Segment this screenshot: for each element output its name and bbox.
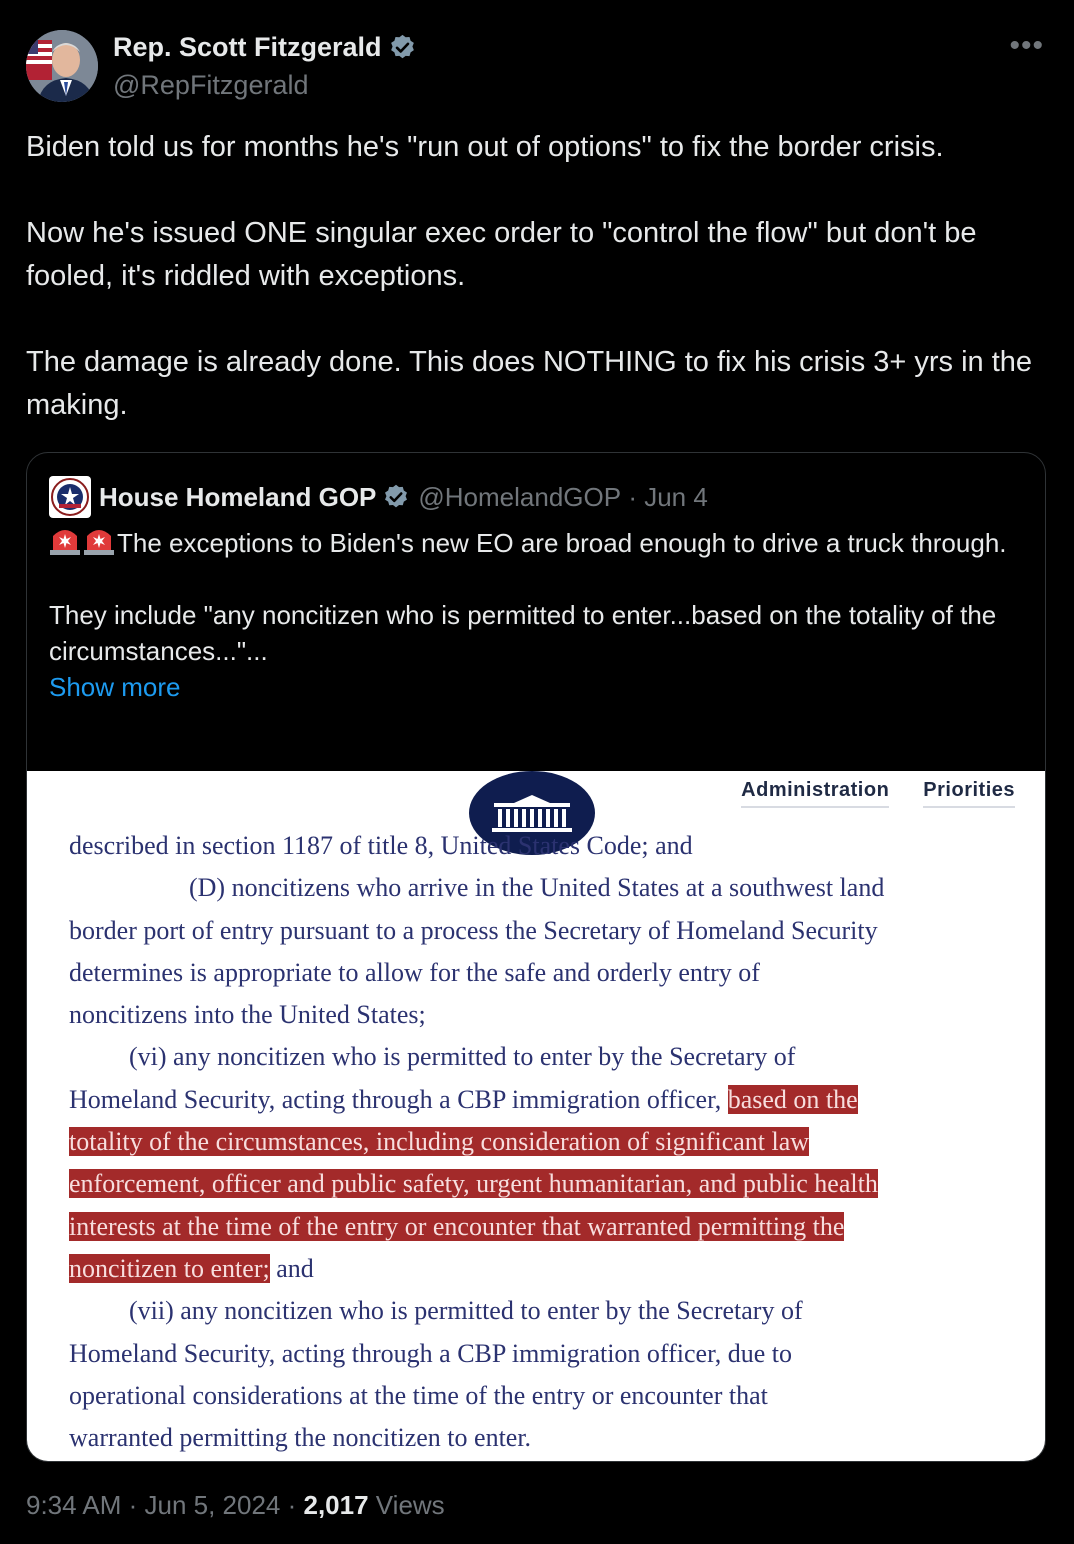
doc-line: determines is appropriate to allow for the safe and orderly entry of (69, 957, 760, 987)
quoted-author-name[interactable]: House Homeland GOP (99, 481, 377, 512)
show-more-link[interactable]: Show more (49, 672, 181, 702)
quoted-paragraph: They include "any noncitizen who is permitted to enter...based on the totality of the circumstances..."... (49, 600, 997, 666)
views-count: 2,017 (303, 1490, 369, 1520)
highlighted-text: enforcement, officer and public safety, urgent humanitarian, and public health (69, 1169, 878, 1199)
siren-icon (83, 526, 115, 556)
doc-line: noncitizens into the United States; (69, 1000, 426, 1030)
doc-line: Homeland Security, acting through a CBP immigration officer, due to (69, 1338, 792, 1368)
nav-administration: Administration (741, 779, 889, 808)
highlighted-text: interests at the time of the entry or encounter that warranted permitting the (69, 1211, 845, 1241)
doc-line: operational considerations at the time of the entry or encounter that (69, 1380, 768, 1410)
tweet-paragraph: The damage is already done. This does NOTHING to fix his crisis 3+ yrs in the making. (26, 346, 1033, 421)
quoted-author-avatar[interactable] (49, 476, 91, 518)
doc-line: border port of entry pursuant to a process the Secretary of Homeland Security (69, 915, 878, 945)
doc-line (69, 1206, 1029, 1248)
author-handle[interactable]: @RepFitzgerald (113, 70, 309, 100)
separator-dot: · (621, 481, 645, 512)
quoted-tweet[interactable] (26, 452, 1046, 1462)
doc-line: (D) noncitizens who arrive in the United States at a southwest land (189, 873, 885, 903)
tweet-paragraph: Now he's issued ONE singular exec order to "control the flow" but don't be fooled, it's riddled with exceptions. (26, 217, 977, 292)
highlighted-text: noncitizen to enter; (69, 1253, 270, 1283)
tweet-meta (26, 1490, 445, 1521)
doc-line (69, 1163, 1029, 1205)
quoted-paragraph: The exceptions to Biden's new EO are broad enough to drive a truck through. (117, 528, 1007, 558)
doc-line: described in section 1187 of title 8, United States Code; and (69, 831, 693, 860)
quoted-date[interactable]: Jun 4 (644, 481, 708, 512)
more-options-icon[interactable]: ••• (1009, 29, 1044, 62)
highlighted-text: based on the (727, 1084, 858, 1114)
quoted-image[interactable] (27, 771, 1045, 1461)
doc-line: (vii) any noncitizen who is permitted to enter by the Secretary of (129, 1296, 803, 1326)
quoted-author-handle[interactable]: @HomelandGOP (418, 481, 622, 512)
nav-priorities: Priorities (923, 779, 1015, 808)
author-avatar[interactable] (26, 30, 98, 102)
doc-line: warranted permitting the noncitizen to enter. (69, 1423, 532, 1453)
verified-badge-icon (388, 33, 417, 62)
tweet-header (26, 30, 1048, 106)
document-nav (741, 779, 1015, 808)
quoted-tweet-text (49, 525, 1039, 705)
document-text (69, 825, 1029, 1459)
doc-line: noncitizen to enter; and (69, 1253, 314, 1283)
views-label: Views (368, 1490, 445, 1520)
doc-line: Homeland Security, acting through a CBP immigration officer, based on the (69, 1084, 858, 1114)
quoted-tweet-header (49, 475, 708, 519)
doc-line: (vi) any noncitizen who is permitted to enter by the Secretary of (129, 1042, 796, 1072)
tweet-timestamp[interactable]: 9:34 AM · Jun 5, 2024 · (26, 1490, 304, 1520)
doc-line (69, 1121, 1029, 1163)
tweet-paragraph: Biden told us for months he's "run out of options" to fix the border crisis. (26, 131, 944, 163)
verified-badge-icon (382, 483, 410, 511)
siren-icon (49, 526, 81, 556)
tweet-text (26, 126, 1056, 470)
author-name[interactable]: Rep. Scott Fitzgerald (113, 32, 417, 63)
highlighted-text: totality of the circumstances, including consideration of significant law (69, 1127, 810, 1157)
